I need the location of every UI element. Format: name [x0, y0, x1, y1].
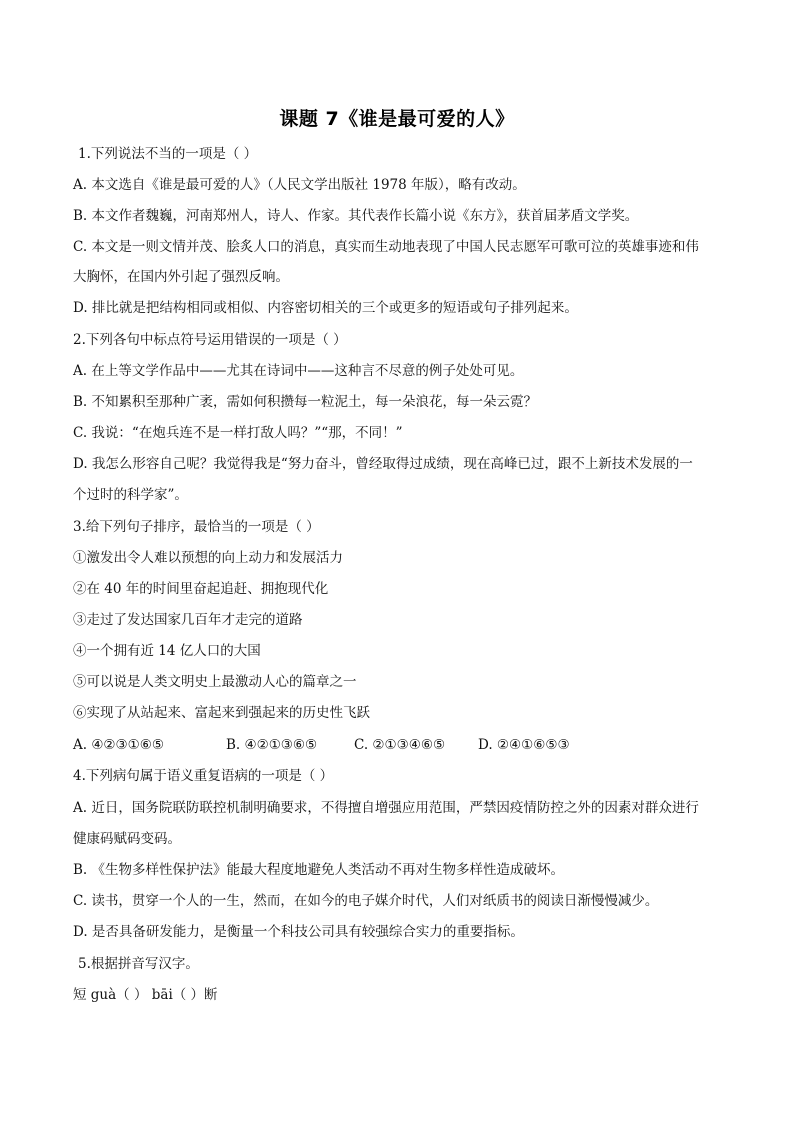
- question-5-stem: 5.根据拼音写汉字。: [78, 956, 199, 972]
- question-3-sentence-6: ⑥实现了从站起来、富起来到强起来的历史性飞跃: [73, 705, 370, 721]
- question-4-option-d: D. 是否具备研发能力，是衡量一个科技公司具有较强综合实力的重要指标。: [73, 924, 524, 940]
- question-3-option-d: D. ②④①⑥⑤③: [478, 737, 570, 753]
- question-2-option-a: A. 在上等文学作品中——尤其在诗词中——这种言不尽意的例子处处可见。: [73, 363, 524, 379]
- question-3-option-a: A. ④②③①⑥⑤: [73, 737, 164, 753]
- question-3-sentence-3: ③走过了发达国家几百年才走完的道路: [73, 612, 303, 628]
- question-3-option-c: C. ②①③④⑥⑤: [354, 737, 446, 753]
- question-1-option-c: C. 本文是一则文情并茂、脍炙人口的消息，真实而生动地表现了中国人民志愿军可歌可泣的英雄事迹和伟: [73, 239, 699, 255]
- question-3-stem: 3.给下列句子排序，最恰当的一项是（ ）: [73, 519, 320, 535]
- question-1-option-a: A. 本文选自《谁是最可爱的人》（人民文学出版社 1978 年版），略有改动。: [73, 177, 526, 193]
- question-2-stem: 2.下列各句中标点符号运用错误的一项是（ ）: [73, 332, 347, 348]
- question-3-option-b: B. ④②①③⑥⑤: [226, 737, 318, 753]
- question-3-sentence-4: ④一个拥有近 14 亿人口的大国: [73, 643, 261, 659]
- question-3-sentence-1: ①激发出令人难以预想的向上动力和发展活力: [73, 550, 343, 566]
- question-4-option-a: A. 近日，国务院联防联控机制明确要求，不得擅自增强应用范围，严禁因疫情防控之外的因素对群众进行: [73, 800, 699, 816]
- question-4-option-b: B. 《生物多样性保护法》能最大程度地避免人类活动不再对生物多样性造成破坏。: [73, 862, 565, 878]
- question-4-option-a-continued: 健康码赋码变码。: [73, 831, 181, 847]
- question-2-option-d: D. 我怎么形容自己呢？我觉得我是“努力奋斗，曾经取得过成绩，现在高峰已过，跟不上新技术发展的一: [73, 456, 693, 472]
- question-1-stem: 1.下列说法不当的一项是（ ）: [78, 146, 258, 162]
- question-1-option-d: D. 排比就是把结构相同或相似、内容密切相关的三个或更多的短语或句子排列起来。: [73, 300, 578, 316]
- question-2-option-c: C. 我说：“在炮兵连不是一样打敌人吗？”“那，不同！”: [73, 425, 403, 441]
- question-3-options: [73, 735, 723, 755]
- page-title: 课题 7《谁是最可爱的人》: [279, 108, 515, 130]
- question-2-option-d-continued: 个过时的科学家”。: [73, 487, 188, 503]
- question-3-sentence-5: ⑤可以说是人类文明史上最激动人心的篇章之一: [73, 674, 357, 690]
- question-2-option-b: B. 不知累积至那种广袤，需如何积攒每一粒泥土，每一朵浪花，每一朵云霓？: [73, 394, 538, 410]
- question-3-sentence-2: ②在 40 年的时间里奋起追赶、拥抱现代化: [73, 581, 329, 597]
- question-4-option-c: C. 读书，贯穿一个人的一生，然而，在如今的电子媒介时代，人们对纸质书的阅读日渐慢慢减少。: [73, 893, 659, 909]
- question-4-stem: 4.下列病句属于语义重复语病的一项是（ ）: [73, 768, 334, 784]
- question-1-option-b: B. 本文作者魏巍，河南郑州人，诗人、作家。其代表作长篇小说《东方》，获首届茅盾文学奖。: [73, 208, 639, 224]
- question-5-pinyin-line: 短 guà（ ） bāi（ ）断: [73, 987, 218, 1003]
- question-1-option-c-continued: 大胸怀，在国内外引起了强烈反响。: [73, 269, 289, 285]
